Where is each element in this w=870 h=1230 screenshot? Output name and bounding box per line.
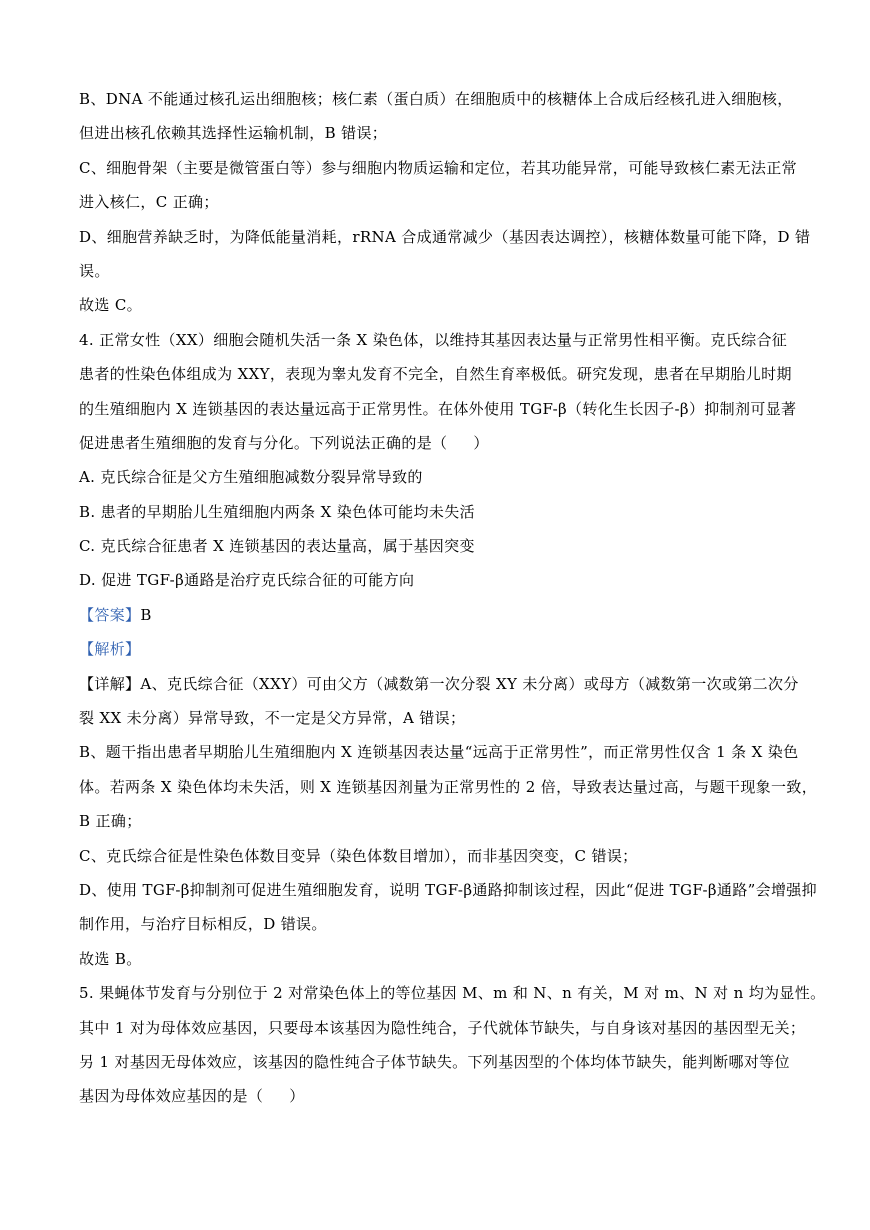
q4-detail-b-line-2: 体。若两条 X 染色体均未失活，则 X 连锁基因剂量为正常男性的 2 倍，导致表达量过高，与题干现象一致， bbox=[79, 777, 818, 796]
answer-value: B bbox=[140, 605, 152, 624]
q3-option-b-explanation-line-2: 但进出核孔依赖其选择性运输机制，B 错误； bbox=[79, 124, 388, 143]
q4-conclusion: 故选 B。 bbox=[79, 949, 142, 968]
q4-stem-line-2: 患者的性染色体组成为 XXY，表现为睾丸发育不完全，自然生育率极低。研究发现，患者在早期胎儿时期 bbox=[79, 365, 792, 384]
q4-detail-d-line-1: D、使用 TGF-β抑制剂可促进生殖细胞发育，说明 TGF-β通路抑制该过程，因此“促进 TGF-β通路”会增强抑 bbox=[79, 880, 818, 899]
detail-tag: 【详解】 bbox=[79, 674, 141, 693]
q5-stem-line-4 bbox=[79, 1079, 810, 1113]
q4-option-a: A. 克氏综合征是父方生殖细胞减数分裂异常导致的 bbox=[79, 468, 423, 487]
q3-option-d-explanation-line-1: D、细胞营养缺乏时，为降低能量消耗，rRNA 合成通常减少（基因表达调控），核糖体数量可能下降，D 错 bbox=[79, 227, 811, 246]
q3-option-d-explanation-line-2: 误。 bbox=[79, 261, 110, 280]
q4-detail-b-line-1: B、题干指出患者早期胎儿生殖细胞内 X 连锁基因表达量“远高于正常男性”，而正常男性仅含 1 条 X 染色 bbox=[79, 743, 799, 762]
answer-tag: 【答案】 bbox=[79, 605, 141, 624]
q4-detail-c-line-1: C、克氏综合征是性染色体数目变异（染色体数目增加），而非基因突变，C 错误； bbox=[79, 846, 638, 865]
detail-a-text: A、克氏综合征（XXY）可由父方（减数第一次分裂 XY 未分离）或母方（减数第一次或第二次分 bbox=[140, 674, 799, 693]
q4-answer bbox=[79, 598, 810, 632]
q5-stem-line-2: 其中 1 对为母体效应基因，只要母本该基因为隐性纯合，子代就体节缺失，与自身该对基因的基因型无关； bbox=[79, 1018, 806, 1037]
q4-detail-d-line-2: 制作用，与治疗目标相反，D 错误。 bbox=[79, 915, 327, 934]
q4-analysis-heading bbox=[79, 632, 810, 666]
q4-stem-line-4 bbox=[79, 426, 810, 460]
q4-detail-a-line-2: 裂 XX 未分离）异常导致，不一定是父方异常，A 错误； bbox=[79, 709, 466, 728]
q4-stem-line-4-close: ） bbox=[473, 433, 489, 452]
q3-conclusion: 故选 C。 bbox=[79, 296, 142, 315]
q5-stem-line-4-close: ） bbox=[289, 1087, 305, 1106]
q4-option-c: C. 克氏综合征患者 X 连锁基因的表达量高，属于基因突变 bbox=[79, 537, 475, 556]
q4-detail-a-line-1 bbox=[79, 667, 810, 701]
q4-stem-line-1: 4. 正常女性（XX）细胞会随机失活一条 X 染色体，以维持其基因表达量与正常男性相平衡。克氏综合征 bbox=[79, 330, 788, 349]
q4-option-d: D. 促进 TGF-β通路是治疗克氏综合征的可能方向 bbox=[79, 571, 415, 590]
q4-stem-line-4-text: 促进患者生殖细胞的发育与分化。下列说法正确的是（ bbox=[79, 433, 448, 452]
q4-stem-line-3: 的生殖细胞内 X 连锁基因的表达量远高于正常男性。在体外使用 TGF-β（转化生长因子-β）抑制剂可显著 bbox=[79, 399, 797, 418]
q3-option-c-explanation-line-1: C、细胞骨架（主要是微管蛋白等）参与细胞内物质运输和定位，若其功能异常，可能导致核仁素无法正常 bbox=[79, 158, 797, 177]
q5-stem-line-4-text: 基因为母体效应基因的是（ bbox=[79, 1087, 264, 1106]
q5-stem-line-1: 5. 果蝇体节发育与分别位于 2 对常染色体上的等位基因 M、m 和 N、n 有关，M 对 m、N 对 n 均为显性。 bbox=[79, 984, 826, 1003]
q4-detail-b-line-3: B 正确； bbox=[79, 812, 142, 831]
q4-option-b: B. 患者的早期胎儿生殖细胞内两条 X 染色体可能均未失活 bbox=[79, 502, 475, 521]
q3-option-c-explanation-line-2: 进入核仁，C 正确； bbox=[79, 193, 219, 212]
analysis-tag: 【解析】 bbox=[79, 640, 141, 659]
q5-stem-line-3: 另 1 对基因无母体效应，该基因的隐性纯合子体节缺失。下列基因型的个体均体节缺失，能判断哪对等位 bbox=[79, 1052, 790, 1071]
q3-option-b-explanation-line-1: B、DNA 不能通过核孔运出细胞核；核仁素（蛋白质）在细胞质中的核糖体上合成后经核孔进入细胞核， bbox=[79, 90, 793, 108]
